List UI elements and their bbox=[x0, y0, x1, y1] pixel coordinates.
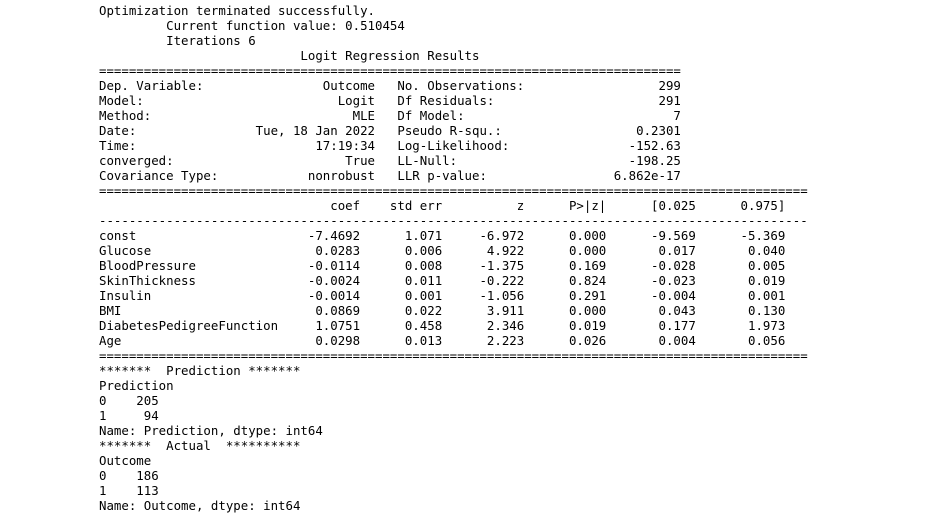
summary-row: Method: MLE Df Model: 7 bbox=[99, 108, 681, 123]
optimization-status-line: Optimization terminated successfully. bbox=[99, 3, 376, 18]
coef-table-row: DiabetesPedigreeFunction 1.0751 0.458 2.346 0.019 0.177 1.973 bbox=[99, 318, 786, 333]
summary-row: converged: True LL-Null: -198.25 bbox=[99, 153, 681, 168]
prediction-row: 0 205 bbox=[99, 393, 159, 408]
console-output bbox=[99, 3, 808, 513]
single-rule: ----------------------------------------------------------------------------------------------- bbox=[99, 213, 808, 228]
summary-row: Dep. Variable: Outcome No. Observations: 299 bbox=[99, 78, 681, 93]
prediction-banner: ******* Prediction ******* bbox=[99, 363, 301, 378]
coef-table-row: SkinThickness -0.0024 0.011 -0.222 0.824 -0.023 0.019 bbox=[99, 273, 786, 288]
double-rule: ============================================================================== bbox=[99, 63, 681, 78]
double-rule: =============================================================================================== bbox=[99, 183, 808, 198]
summary-row: Model: Logit Df Residuals: 291 bbox=[99, 93, 681, 108]
current-function-value-line: Current function value: 0.510454 bbox=[99, 18, 405, 33]
summary-row: Date: Tue, 18 Jan 2022 Pseudo R-squ.: 0.2301 bbox=[99, 123, 681, 138]
prediction-footer: Name: Prediction, dtype: int64 bbox=[99, 423, 323, 438]
coef-table-header: coef std err z P>|z| [0.025 0.975] bbox=[99, 198, 786, 213]
double-rule: =============================================================================================== bbox=[99, 348, 808, 363]
summary-row: Time: 17:19:34 Log-Likelihood: -152.63 bbox=[99, 138, 681, 153]
actual-row: 1 113 bbox=[99, 483, 159, 498]
actual-series-name: Outcome bbox=[99, 453, 152, 468]
prediction-row: 1 94 bbox=[99, 408, 159, 423]
actual-row: 0 186 bbox=[99, 468, 159, 483]
actual-footer: Name: Outcome, dtype: int64 bbox=[99, 498, 301, 513]
prediction-series-name: Prediction bbox=[99, 378, 174, 393]
coef-table-row: BMI 0.0869 0.022 3.911 0.000 0.043 0.130 bbox=[99, 303, 786, 318]
coef-table-row: const -7.4692 1.071 -6.972 0.000 -9.569 -5.369 bbox=[99, 228, 786, 243]
coef-table-row: BloodPressure -0.0114 0.008 -1.375 0.169 -0.028 0.005 bbox=[99, 258, 786, 273]
summary-row: Covariance Type: nonrobust LLR p-value: 6.862e-17 bbox=[99, 168, 681, 183]
coef-table-row: Insulin -0.0014 0.001 -1.056 0.291 -0.004 0.001 bbox=[99, 288, 786, 303]
iterations-line: Iterations 6 bbox=[99, 33, 256, 48]
coef-table-row: Glucose 0.0283 0.006 4.922 0.000 0.017 0.040 bbox=[99, 243, 786, 258]
actual-banner: ******* Actual ********** bbox=[99, 438, 301, 453]
coef-table-row: Age 0.0298 0.013 2.223 0.026 0.004 0.056 bbox=[99, 333, 786, 348]
results-title: Logit Regression Results bbox=[99, 48, 681, 63]
